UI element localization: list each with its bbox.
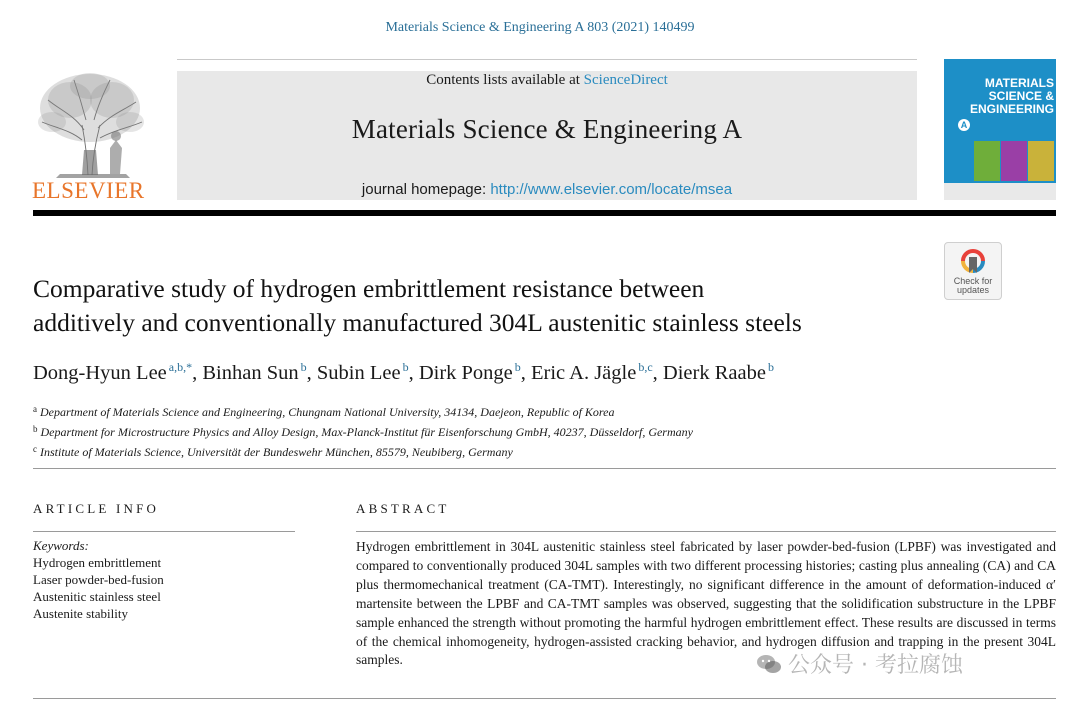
author-separator: , — [652, 362, 663, 384]
abstract-rule — [356, 531, 1056, 532]
affiliation-text: Department for Microstructure Physics and Alloy Design, Max-Planck-Institut für Eisenforschung GmbH, 40237, Düsseldorf, Germany — [40, 425, 693, 439]
check-updates-label — [945, 277, 1001, 295]
header-top-rule — [177, 59, 917, 60]
sciencedirect-link[interactable]: ScienceDirect — [583, 72, 668, 88]
affiliation-item — [33, 401, 693, 421]
cover-footer — [944, 183, 1056, 200]
section-divider — [33, 468, 1056, 469]
keywords-block — [33, 537, 164, 622]
affiliation-list — [33, 401, 693, 461]
check-updates-line1: Check for — [953, 276, 993, 286]
affiliation-text: Institute of Materials Science, Universität der Bundeswehr München, 85579, Neubiberg, Germany — [40, 445, 513, 459]
cover-image-1 — [974, 141, 1000, 181]
check-for-updates-button[interactable] — [944, 242, 1002, 300]
author-name[interactable]: Eric A. Jägle — [531, 362, 637, 384]
author-affiliation-marker[interactable]: b — [300, 360, 307, 374]
cover-title-line: MATERIALS — [984, 76, 1054, 90]
author-affiliation-marker[interactable]: b — [514, 360, 521, 374]
journal-title: Materials Science & Engineering A — [351, 114, 743, 144]
journal-cover[interactable] — [944, 59, 1056, 200]
wechat-icon — [756, 653, 782, 675]
affiliation-item — [33, 421, 693, 441]
homepage-prefix: journal homepage: — [361, 181, 491, 198]
affiliation-label: c — [33, 444, 37, 454]
keyword-item[interactable]: Austenitic stainless steel — [33, 589, 161, 604]
keyword-item[interactable]: Austenite stability — [33, 606, 128, 621]
author-affiliation-marker[interactable]: a,b,* — [168, 360, 193, 374]
cover-image-2 — [1001, 141, 1027, 181]
journal-citation: Materials Science & Engineering A 803 (2021) 140499 — [385, 20, 695, 35]
affiliation-label: b — [33, 424, 38, 434]
cover-title-line: SCIENCE & — [988, 89, 1054, 103]
journal-homepage-line — [177, 181, 917, 198]
homepage-link[interactable]: http://www.elsevier.com/locate/msea — [490, 181, 733, 198]
author-name[interactable]: Subin Lee — [316, 362, 401, 384]
cover-title — [948, 77, 1054, 116]
affiliation-item — [33, 441, 693, 461]
watermark — [756, 648, 963, 679]
author-separator: , — [306, 362, 317, 384]
affiliation-label: a — [33, 404, 37, 414]
article-title — [33, 272, 933, 340]
abstract-heading: ABSTRACT — [356, 501, 450, 516]
author-affiliation-marker[interactable]: b — [767, 360, 774, 374]
cover-letter-badge: A — [958, 119, 970, 131]
contents-prefix: Contents lists available at — [426, 72, 584, 88]
abstract-text: Hydrogen embrittlement in 304L austenitic stainless steel fabricated by laser powder-bed-fusion (LPBF) was investigated and compared to conventionally produced 304L samples with two different processing histories; casting plus annealing (CA) and CA plus thermomechanical treatment (CA-TMT). Interestingly, no significant difference in the amount of deformation-induced α′ martensite between the LPBF and CA-TMT samples was observed, suggesting that the solidification substructure in the LPBF sample enhanced the strength without promoting the harmful hydrogen embrittlement effect. These results are discussed in terms of the chemical inhomogeneity, hydrogen-assisted cracking behavior, and hydrogen diffusion and trapping in the present 304L samples. — [356, 539, 1056, 668]
check-updates-line2: updates — [956, 285, 990, 295]
keyword-item[interactable]: Laser powder-bed-fusion — [33, 572, 164, 587]
author-name[interactable]: Dirk Ponge — [418, 362, 513, 384]
author-name[interactable]: Binhan Sun — [202, 362, 299, 384]
check-updates-icon — [959, 247, 987, 277]
author-affiliation-marker[interactable]: b,c — [638, 360, 653, 374]
article-info-rule — [33, 531, 295, 532]
contents-line — [177, 72, 917, 89]
bottom-divider — [33, 698, 1056, 699]
cover-image-3 — [1028, 141, 1054, 181]
author-separator: , — [192, 362, 203, 384]
keywords-label: Keywords: — [33, 538, 89, 553]
article-title-line: additively and conventionally manufactured 304L austenitic stainless steels — [33, 308, 802, 337]
author-affiliation-marker[interactable]: b — [402, 360, 409, 374]
author-separator: , — [520, 362, 532, 384]
elsevier-wordmark: ELSEVIER — [32, 178, 145, 203]
keyword-item[interactable]: Hydrogen embrittlement — [33, 555, 162, 570]
author-list — [33, 360, 774, 385]
author-name[interactable]: Dong-Hyun Lee — [33, 362, 167, 384]
affiliation-text: Department of Materials Science and Engineering, Chungnam National University, 34134, Daejeon, Republic of Korea — [40, 405, 615, 419]
watermark-text: 公众号 · 考拉腐蚀 — [788, 653, 963, 678]
author-separator: , — [408, 362, 419, 384]
article-info-heading: ARTICLE INFO — [33, 501, 160, 516]
author-name[interactable]: Dierk Raabe — [662, 362, 766, 384]
header-thick-rule — [33, 210, 1056, 216]
cover-title-line: ENGINEERING — [969, 102, 1054, 116]
article-title-line: Comparative study of hydrogen embrittlement resistance between — [33, 274, 705, 303]
